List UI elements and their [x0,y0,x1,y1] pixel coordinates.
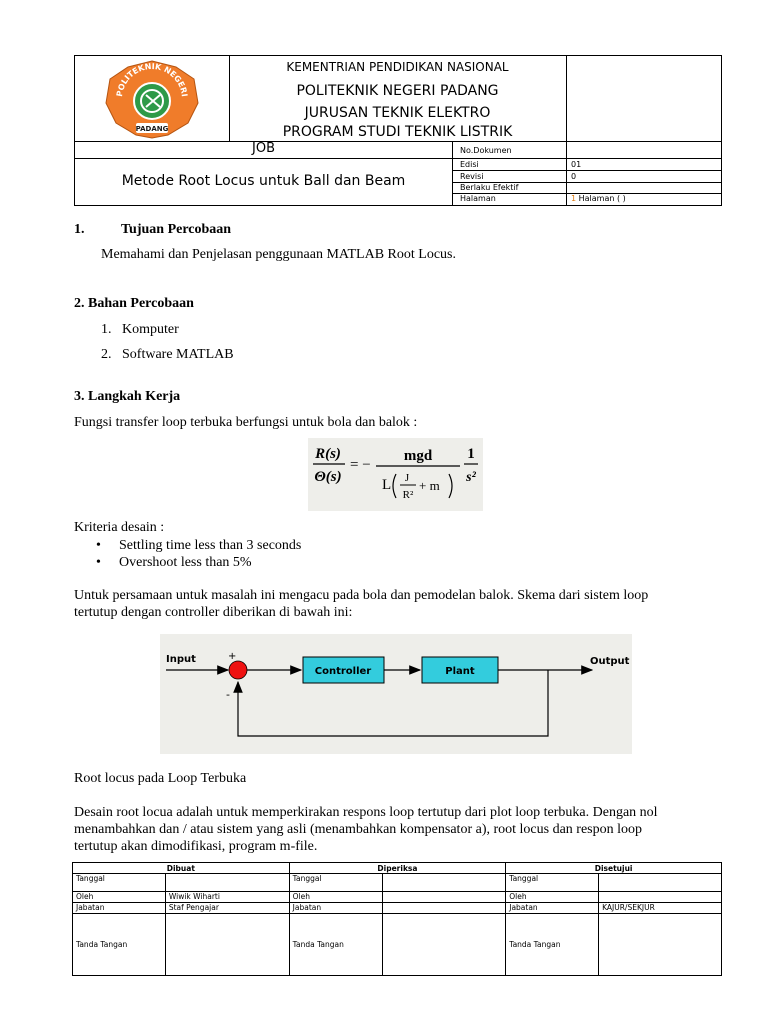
svg-text:mgd: mgd [403,448,433,464]
table-row [73,892,722,903]
cell [165,914,289,976]
cell: KAJUR/SEKJUR [599,903,722,914]
cell: Staf Pengajar [165,903,289,914]
svg-text:Output: Output [590,656,630,667]
schema-text-line-1: Untuk persamaan untuk masalah ini mengacu pada bola dan pemodelan balok. Skema dari sistem loop [74,588,649,603]
table-row [73,903,722,914]
cell: Tanda Tangan [73,914,166,976]
svg-text:L: L [382,477,392,493]
svg-text:R²: R² [402,489,414,501]
page-number: 1 [571,194,577,203]
svg-text:J: J [404,472,410,484]
svg-text:Plant: Plant [445,666,475,677]
cell [599,892,722,903]
material-item-1: 1. Komputer [101,322,179,337]
job-label: JOB [252,141,275,156]
svg-text:1: 1 [467,446,475,462]
cell: Oleh [73,892,166,903]
section-3-title: 3. Langkah Kerja [74,389,181,404]
page-of: Halaman ( ) [576,194,626,203]
svg-text:+ m: + m [419,478,440,493]
table-row [73,914,722,976]
design-text-line-3: tertutup akan dimodifikasi, program m-file. [74,839,318,854]
section-1-number: 1. [74,222,85,237]
cell: Tanggal [289,874,382,892]
criteria-text: Settling time less than 3 seconds [119,538,302,553]
meta-label-halaman: Halaman [460,194,496,203]
cell: Tanda Tangan [289,914,382,976]
table-row [73,874,722,892]
section-1-title: Tujuan Percobaan [121,222,232,237]
block-diagram [160,634,632,754]
header-diperiksa: Diperiksa [289,863,506,874]
svg-text:-: - [226,688,230,701]
svg-text:PADANG: PADANG [135,125,169,133]
cell: Jabatan [506,903,599,914]
bullet-icon: • [96,538,101,553]
meta-label-berlaku: Berlaku Efektif [460,183,519,192]
meta-label-no-dokumen: No.Dokumen [460,146,512,155]
cell [599,874,722,892]
criteria-label: Kriteria desain : [74,520,165,535]
institution-name: POLITEKNIK NEGERI PADANG [296,83,499,99]
svg-text:Θ(s): Θ(s) [314,469,342,485]
cell [599,914,722,976]
cell: Wiwik Wiharti [165,892,289,903]
svg-text:POLITEKNIK NEGERI: POLITEKNIK NEGERI [115,61,189,98]
section-2-title: 2. Bahan Percobaan [74,296,194,311]
meta-label-revisi: Revisi [460,172,484,181]
cell: Tanggal [506,874,599,892]
svg-text:s²: s² [466,470,476,485]
cell: Jabatan [73,903,166,914]
meta-label-edisi: Edisi [460,160,479,169]
header-disetujui: Disetujui [506,863,722,874]
meta-value-halaman [571,194,626,203]
meta-value-revisi: 0 [571,172,577,181]
cell: Tanggal [73,874,166,892]
design-text-line-1: Desain root locua adalah untuk memperkirakan respons loop tertutup dari plot loop terbuka. Dengan nol [74,805,658,820]
meta-value-edisi: 01 [571,160,582,169]
design-text-line-2: menambahkan dan / atau sistem yang asli (menambahkan kompensator a), root locus dan respon loop [74,822,643,837]
transfer-function-intro: Fungsi transfer loop terbuka berfungsi untuk bola dan balok : [74,415,418,430]
cell [382,874,506,892]
svg-text:= −: = − [350,457,371,473]
cell [382,903,506,914]
header-dibuat: Dibuat [73,863,290,874]
svg-text:+: + [228,651,237,662]
bullet-icon: • [96,555,101,570]
document-header [74,55,722,206]
svg-text:Controller: Controller [314,666,372,677]
criteria-item [96,538,302,554]
program-name: PROGRAM STUDI TEKNIK LISTRIK [282,124,513,140]
cell: Tanda Tangan [506,914,599,976]
approval-table [72,862,722,976]
institution-logo [102,59,202,139]
criteria-text: Overshoot less than 5% [119,555,252,570]
transfer-function-formula [308,438,483,511]
section-1-text: Memahami dan Penjelasan penggunaan MATLAB Root Locus. [101,247,456,262]
cell: Jabatan [289,903,382,914]
svg-text:R(s): R(s) [315,446,341,462]
cell: Oleh [506,892,599,903]
cell [382,892,506,903]
cell [165,874,289,892]
schema-text-line-2: tertutup dengan controller diberikan di bawah ini: [74,605,353,620]
root-locus-title: Root locus pada Loop Terbuka [74,771,247,786]
ministry-name: KEMENTRIAN PENDIDIKAN NASIONAL [286,60,509,74]
criteria-item [96,555,252,571]
job-title: Metode Root Locus untuk Ball dan Beam [121,173,406,189]
department-name: JURUSAN TEKNIK ELEKTRO [304,105,491,121]
cell [382,914,506,976]
svg-text:Input: Input [166,654,196,665]
cell: Oleh [289,892,382,903]
material-item-2: 2. Software MATLAB [101,347,234,362]
